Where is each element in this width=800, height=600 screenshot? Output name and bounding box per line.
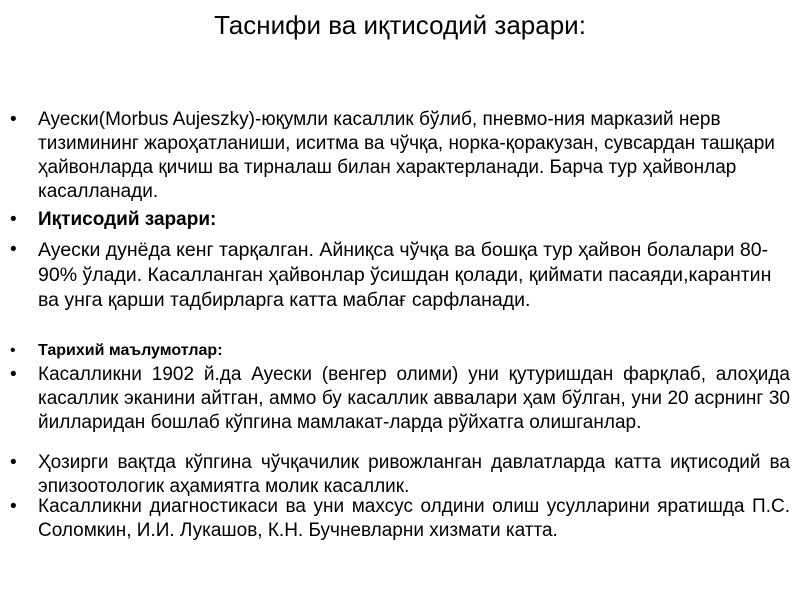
bullet-text-definition: Ауески(Morbus Aujeszky)-юқумли касаллик бўлиб, пневмо-ния марказий нерв тизимининг жароҳатланиши, иситма ва чўчқа, норка-қоракузан, сувсардан ташқари ҳайвонларда қичиш ва тирналаш билан характерланади. Барча тур ҳайвонлар касалланади. — [38, 109, 775, 202]
slide-title: Таснифи ва иқтисодий зарари: — [214, 10, 586, 40]
bullet-text-history-1902: Касалликни 1902 й.да Ауески (венгер олими) уни қутуришдан фарқлаб, алоҳида касаллик эканини айтган, аммо бу касаллик аввалари ҳам бўлган, уни 20 асрнинг 30 йилларидан бошлаб кўпгина мамлакат-ларда рўйхатга олишганлар. — [38, 364, 790, 433]
bullet-text-history-heading: Тарихий маълумотлар: — [38, 342, 223, 359]
bullet-dot: • — [10, 342, 16, 359]
bullet-text-economic-damage: Ауески дунёда кенг тарқалган. Айниқса чўчқа ва бошқа тур ҳайвон болалари 80-90% ўлади. Касалланган ҳайвонлар ўсишдан қолади, қиймати пасаяди,карантин ва унга қарши тадбирларга катта маблағ сарфланади. — [38, 239, 772, 311]
bullet-text-current-importance: Ҳозирги вақтда кўпгина чўчқачилик ривожланган давлатларда катта иқтисодий ва эпизоотологик аҳамиятга молик касаллик. — [38, 452, 790, 497]
bullet-text-diagnostics: Касалликни диагностикаси ва уни махсус олдини олиш усулларини яратишда П.С. Соломкин, И.И. Лукашов, К.Н. Бучневларни хизмати катта. — [38, 496, 790, 541]
bullet-text-economic-heading: Иқтисодий зарари: — [38, 209, 217, 230]
bullet-dot: • — [10, 452, 17, 473]
bullet-dot: • — [10, 364, 17, 385]
bullet-dot: • — [10, 209, 17, 230]
bullet-dot: • — [10, 239, 17, 260]
bullet-dot: • — [10, 496, 17, 517]
bullet-dot: • — [10, 109, 17, 130]
